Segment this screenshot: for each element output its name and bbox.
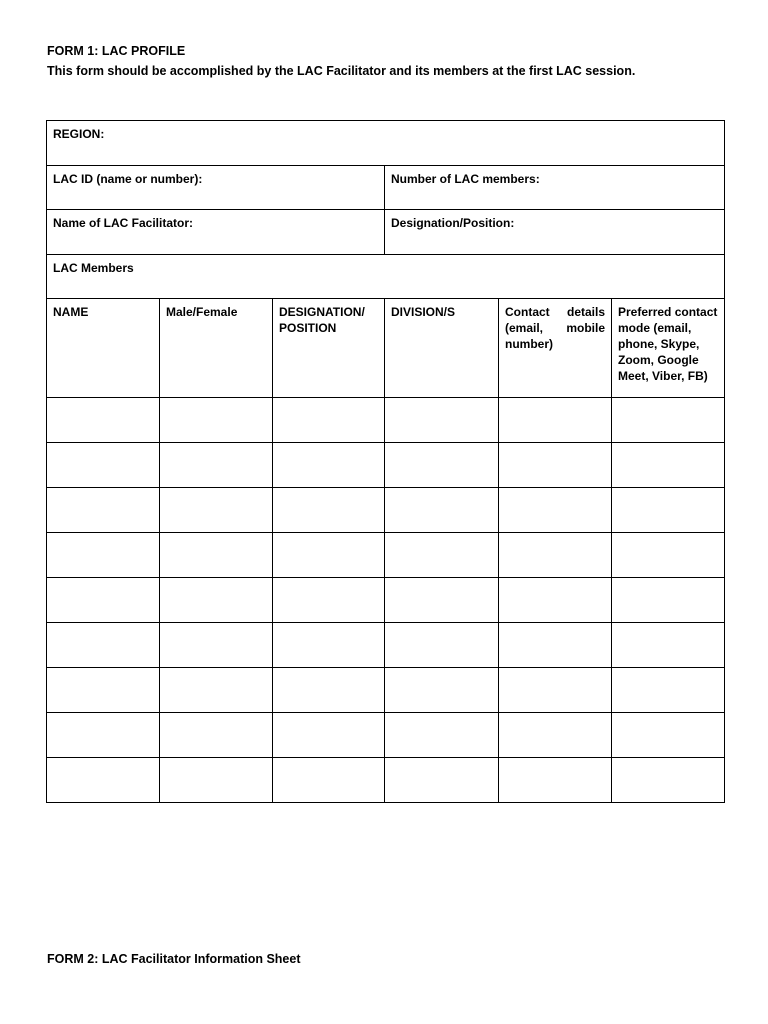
member-cell[interactable] bbox=[499, 668, 612, 713]
member-rows bbox=[47, 398, 725, 803]
member-cell[interactable] bbox=[160, 623, 273, 668]
table-row bbox=[47, 488, 725, 533]
member-cell[interactable] bbox=[612, 758, 725, 803]
member-cell[interactable] bbox=[385, 668, 499, 713]
member-cell[interactable] bbox=[160, 668, 273, 713]
member-cell[interactable] bbox=[47, 533, 160, 578]
member-cell[interactable] bbox=[612, 713, 725, 758]
table-row bbox=[47, 713, 725, 758]
table-row bbox=[47, 758, 725, 803]
table-row bbox=[47, 578, 725, 623]
member-cell[interactable] bbox=[160, 758, 273, 803]
member-cell[interactable] bbox=[273, 398, 385, 443]
column-header: Preferred contact mode (email, phone, Skype, Zoom, Google Meet, Viber, FB) bbox=[612, 299, 725, 398]
column-header: DESIGNATION/ POSITION bbox=[273, 299, 385, 398]
member-cell[interactable] bbox=[47, 713, 160, 758]
column-header: DIVISION/S bbox=[385, 299, 499, 398]
table-row bbox=[47, 443, 725, 488]
lac-id-field[interactable] bbox=[47, 165, 385, 210]
member-cell[interactable] bbox=[385, 443, 499, 488]
member-cell[interactable] bbox=[612, 668, 725, 713]
member-cell[interactable] bbox=[160, 443, 273, 488]
member-cell[interactable] bbox=[273, 713, 385, 758]
member-cell[interactable] bbox=[385, 398, 499, 443]
facilitator-name-field[interactable] bbox=[47, 210, 385, 255]
region-label: REGION: bbox=[53, 127, 105, 141]
member-cell[interactable] bbox=[499, 578, 612, 623]
form-title: FORM 1: LAC PROFILE bbox=[47, 44, 186, 58]
member-cell[interactable] bbox=[47, 623, 160, 668]
designation-field[interactable] bbox=[385, 210, 725, 255]
member-cell[interactable] bbox=[499, 488, 612, 533]
members-header-row bbox=[47, 299, 725, 398]
table-row bbox=[47, 398, 725, 443]
member-cell[interactable] bbox=[499, 398, 612, 443]
member-cell[interactable] bbox=[47, 668, 160, 713]
column-header bbox=[499, 299, 612, 398]
lac-members-label: LAC Members bbox=[53, 260, 134, 275]
member-cell[interactable] bbox=[499, 623, 612, 668]
member-cell[interactable] bbox=[160, 713, 273, 758]
page-header bbox=[47, 43, 635, 79]
member-cell[interactable] bbox=[499, 533, 612, 578]
member-cell[interactable] bbox=[160, 398, 273, 443]
member-cell[interactable] bbox=[273, 443, 385, 488]
designation-label: Designation/Position: bbox=[391, 216, 515, 230]
form-instruction: This form should be accomplished by the LAC Facilitator and its members at the first LAC session. bbox=[47, 64, 636, 78]
member-cell[interactable] bbox=[160, 578, 273, 623]
member-cell[interactable] bbox=[612, 398, 725, 443]
member-cell[interactable] bbox=[385, 713, 499, 758]
member-cell[interactable] bbox=[385, 623, 499, 668]
member-cell[interactable] bbox=[612, 623, 725, 668]
member-cell[interactable] bbox=[47, 443, 160, 488]
member-cell[interactable] bbox=[160, 533, 273, 578]
member-cell[interactable] bbox=[47, 578, 160, 623]
table-row bbox=[47, 623, 725, 668]
member-cell[interactable] bbox=[385, 533, 499, 578]
member-cell[interactable] bbox=[499, 713, 612, 758]
member-cell[interactable] bbox=[273, 578, 385, 623]
member-cell[interactable] bbox=[612, 488, 725, 533]
member-cell[interactable] bbox=[273, 758, 385, 803]
member-cell[interactable] bbox=[47, 488, 160, 533]
contact-details-header: Contact details (email, mobile number) bbox=[505, 305, 605, 351]
member-cell[interactable] bbox=[499, 758, 612, 803]
member-cell[interactable] bbox=[47, 758, 160, 803]
table-row bbox=[47, 668, 725, 713]
lac-id-label: LAC ID (name or number): bbox=[53, 171, 203, 186]
member-cell[interactable] bbox=[385, 488, 499, 533]
member-cell[interactable] bbox=[385, 758, 499, 803]
region-field[interactable] bbox=[47, 121, 725, 166]
member-cell[interactable] bbox=[273, 668, 385, 713]
member-cell[interactable] bbox=[273, 533, 385, 578]
num-members-field[interactable] bbox=[385, 165, 725, 210]
member-cell[interactable] bbox=[612, 578, 725, 623]
num-members-label: Number of LAC members: bbox=[391, 171, 540, 186]
table-row bbox=[47, 533, 725, 578]
member-cell[interactable] bbox=[160, 488, 273, 533]
form2-title: FORM 2: LAC Facilitator Information Sheet bbox=[47, 952, 301, 966]
column-header: NAME bbox=[47, 299, 160, 398]
member-cell[interactable] bbox=[612, 443, 725, 488]
lac-profile-table bbox=[46, 120, 725, 803]
member-cell[interactable] bbox=[385, 578, 499, 623]
member-cell[interactable] bbox=[499, 443, 612, 488]
column-header: Male/Female bbox=[160, 299, 273, 398]
member-cell[interactable] bbox=[47, 398, 160, 443]
member-cell[interactable] bbox=[612, 533, 725, 578]
facilitator-name-label: Name of LAC Facilitator: bbox=[53, 216, 194, 230]
lac-members-heading bbox=[47, 254, 725, 299]
member-cell[interactable] bbox=[273, 623, 385, 668]
member-cell[interactable] bbox=[273, 488, 385, 533]
